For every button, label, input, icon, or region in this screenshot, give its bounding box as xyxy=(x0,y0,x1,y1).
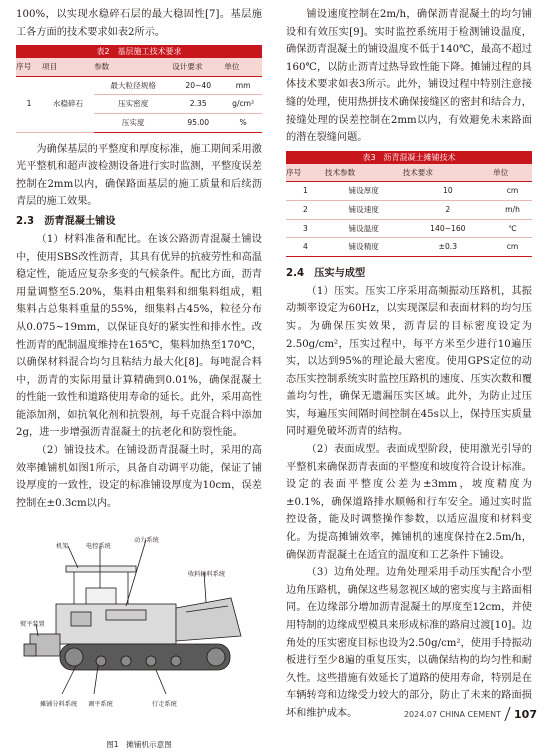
table2-item: 水稳碎石 xyxy=(42,76,94,132)
table-cell: 20~40 xyxy=(172,76,224,95)
table3-header: 单位 xyxy=(493,164,532,182)
table-row xyxy=(286,219,532,238)
table-cell: mm xyxy=(224,76,262,95)
table-cell: 3 xyxy=(286,219,325,238)
paragraph: （1）材料准备和配比。在该公路沥青混凝土铺设中，使用SBS改性沥青，其具有优异的抗疲劳性和高温稳定性，能适应复杂多变的气候条件。配比方面，沥青用量调整至5.20%，集料由粗集料和细集料组成，粗集料占总集料重量的55%，细集料占45%，粒径分布从0.075~19mm，以保证良好的紧实性和排水性。改性沥青的配制温度维持在165℃，集料加热至170℃，以确保材料混合均匀且粘结力最大化[8]。每吨混合料中，沥青的实际用量计算精确到0.01%，确保混凝土的性能一致性和道路使用寿命的延长。此外，采用高性能添加剂，如抗氧化剂和抗裂剂，每千克混合料中添加2g，进一步增强沥青混凝土的抗老化和防裂性能。 xyxy=(16,233,262,439)
paragraph: （1）压实。压实工序采用高频振动压路机，其振动频率设定为60Hz，以实现深层和表面材料的均匀压实。为确保压实效果，沥青层的目标密度设定为2.50g/cm²，压实过程中，每平方米至少进行10遍压实，以达到95%的理论最大密度。使用GPS定位的动态压实控制系统实时监控压路机的速度、压实次数和覆盖均匀性，确保无遗漏压实区域。此外，为防止过压实，每遍压实间隔时间控制在45s以上，保持压实质量同时避免破坏沥青的结构。 xyxy=(286,285,532,438)
paragraph: （2）铺设技术。在铺设沥青混凝土时，采用的高效率摊铺机如图1所示，具备自动调平功能，保证了铺设厚度的一致性，设定的标准铺设厚度为10cm，误差控制在±0.3cm以内。 xyxy=(16,445,262,509)
section-heading: 2.4 压实与成型 xyxy=(286,267,366,279)
table2-header: 序号 xyxy=(16,58,42,76)
table-cell: 2 xyxy=(403,200,494,219)
table2-header: 项目 xyxy=(42,58,94,76)
table2-header: 设计要求 xyxy=(172,58,224,76)
table2-header: 参数 xyxy=(94,58,172,76)
table-cell: 压实度 xyxy=(94,113,172,132)
figure-label: 调平系统 xyxy=(88,701,113,709)
figure-caption: 图1 摊铺机示意图 xyxy=(106,740,172,750)
table-row xyxy=(286,182,532,201)
table-cell: 铺设速度 xyxy=(325,200,403,219)
table-cell: cm xyxy=(493,182,532,201)
table-cell: 140~160 xyxy=(403,219,494,238)
section-heading: 2.3 沥青混凝土铺设 xyxy=(16,215,116,227)
footer-divider xyxy=(504,707,510,721)
table-cell: cm xyxy=(493,238,532,257)
table2-header: 单位 xyxy=(224,58,262,76)
page-footer xyxy=(404,707,537,721)
table3 xyxy=(286,164,532,257)
table3-header: 技术参数 xyxy=(325,164,403,182)
table-cell: % xyxy=(224,113,262,132)
page-number: 107 xyxy=(514,707,537,721)
table-cell: ±0.3 xyxy=(403,238,494,257)
table-cell: 压实密度 xyxy=(94,95,172,114)
figure-label: 熨平装置 xyxy=(20,621,45,629)
table3-title: 表3 沥青混凝土摊铺技术 xyxy=(286,151,532,164)
paragraph: 100%，以实现水稳碎石层的最大稳固性[7]。基层施工各方面的技术要求如表2所示。 xyxy=(16,9,262,38)
figure-label: 机架 xyxy=(56,543,69,551)
figure-label: 摊铺分料系统 xyxy=(40,701,78,709)
paragraph: （2）表面成型。表面成型阶段，使用激光引导的平整机来确保沥青表面的平整度和坡度符合设计标准。设定的表面平整度公差为±3mm，坡度精度为±0.1%，确保道路排水顺畅和行车安全。通过实时监控设备，能及时调整操作参数，以适应温度和材料变化。为提高摊铺效率，摊铺机的速度保持在2.5m/h，确保沥青混凝土在适宜的温度和工艺条件下铺设。 xyxy=(286,444,532,561)
table-row xyxy=(286,238,532,257)
figure-label: 动力系统 xyxy=(134,537,159,545)
table-cell: 铺设厚度 xyxy=(325,182,403,201)
figure-label: 电控系统 xyxy=(86,543,111,551)
right-column xyxy=(286,6,532,723)
paver-figure xyxy=(16,526,262,726)
table-cell: 10 xyxy=(403,182,494,201)
left-column xyxy=(16,6,262,754)
table-cell: 铺设温度 xyxy=(325,219,403,238)
table2-title: 表2 基层施工技术要求 xyxy=(16,45,262,58)
table-cell: 1 xyxy=(286,182,325,201)
table-cell: 铺设精度 xyxy=(325,238,403,257)
table-row xyxy=(16,76,262,95)
table3-header: 序号 xyxy=(286,164,325,182)
figure-label: 收料输料系统 xyxy=(188,571,226,579)
table-cell: g/cm² xyxy=(224,95,262,114)
table-row xyxy=(286,200,532,219)
paragraph: 为确保基层的平整度和厚度标准，施工期间采用激光平整机和超声波检测设备进行实时监测，平整度误差控制在2mm以内，确保路面基层的施工质量和后续沥青层的施工效果。 xyxy=(16,143,262,208)
table-cell: 最大粒径规格 xyxy=(94,76,172,95)
paragraph: （3）边角处理。边角处理采用手动压实配合小型边角压路机，确保这些易忽视区域的密实度与主路面相同。在边缘部分增加沥青混凝土的厚度至12cm，并使用特制的边缘成型模具来形成标准的路肩过渡[10]。边角处的压实密度目标也设为2.50g/cm²，使用手持振动板进行至少8遍的重复压实，以确保结构的均匀性和耐久性。这些措施有效延长了道路的使用寿命，特别是在车辆转弯和边缘受力较大的部分，防止了未来的路面损坏和维护成本。 xyxy=(286,567,532,719)
table3-header: 技术要求 xyxy=(403,164,494,182)
paragraph: 铺设速度控制在2m/h，确保沥青混凝土的均匀铺设和有效压实[9]。实时监控系统用于检测铺设温度，确保沥青混凝土的铺设温度不低于140℃，最高不超过160℃，以防止沥青过热导致性能下降。摊铺过程的具体技术要求如表3所示。此外，铺设过程中特别注意接缝的处理，使用热拼技术确保接缝区的密封和结合力，接缝处理的误差控制在2mm以内，有效避免未来路面的潜在裂缝问题。 xyxy=(286,9,532,144)
table2-index: 1 xyxy=(16,76,42,132)
table-cell: 95.00 xyxy=(172,113,224,132)
figure-label: 行走系统 xyxy=(152,701,177,709)
table-cell: 2 xyxy=(286,200,325,219)
table2 xyxy=(16,58,262,132)
table-cell: ℃ xyxy=(493,219,532,238)
table-cell: m/h xyxy=(493,200,532,219)
table-cell: 2.35 xyxy=(172,95,224,114)
table-cell: 4 xyxy=(286,238,325,257)
issue-date: 2024.07 CHINA CEMENT xyxy=(403,709,502,719)
